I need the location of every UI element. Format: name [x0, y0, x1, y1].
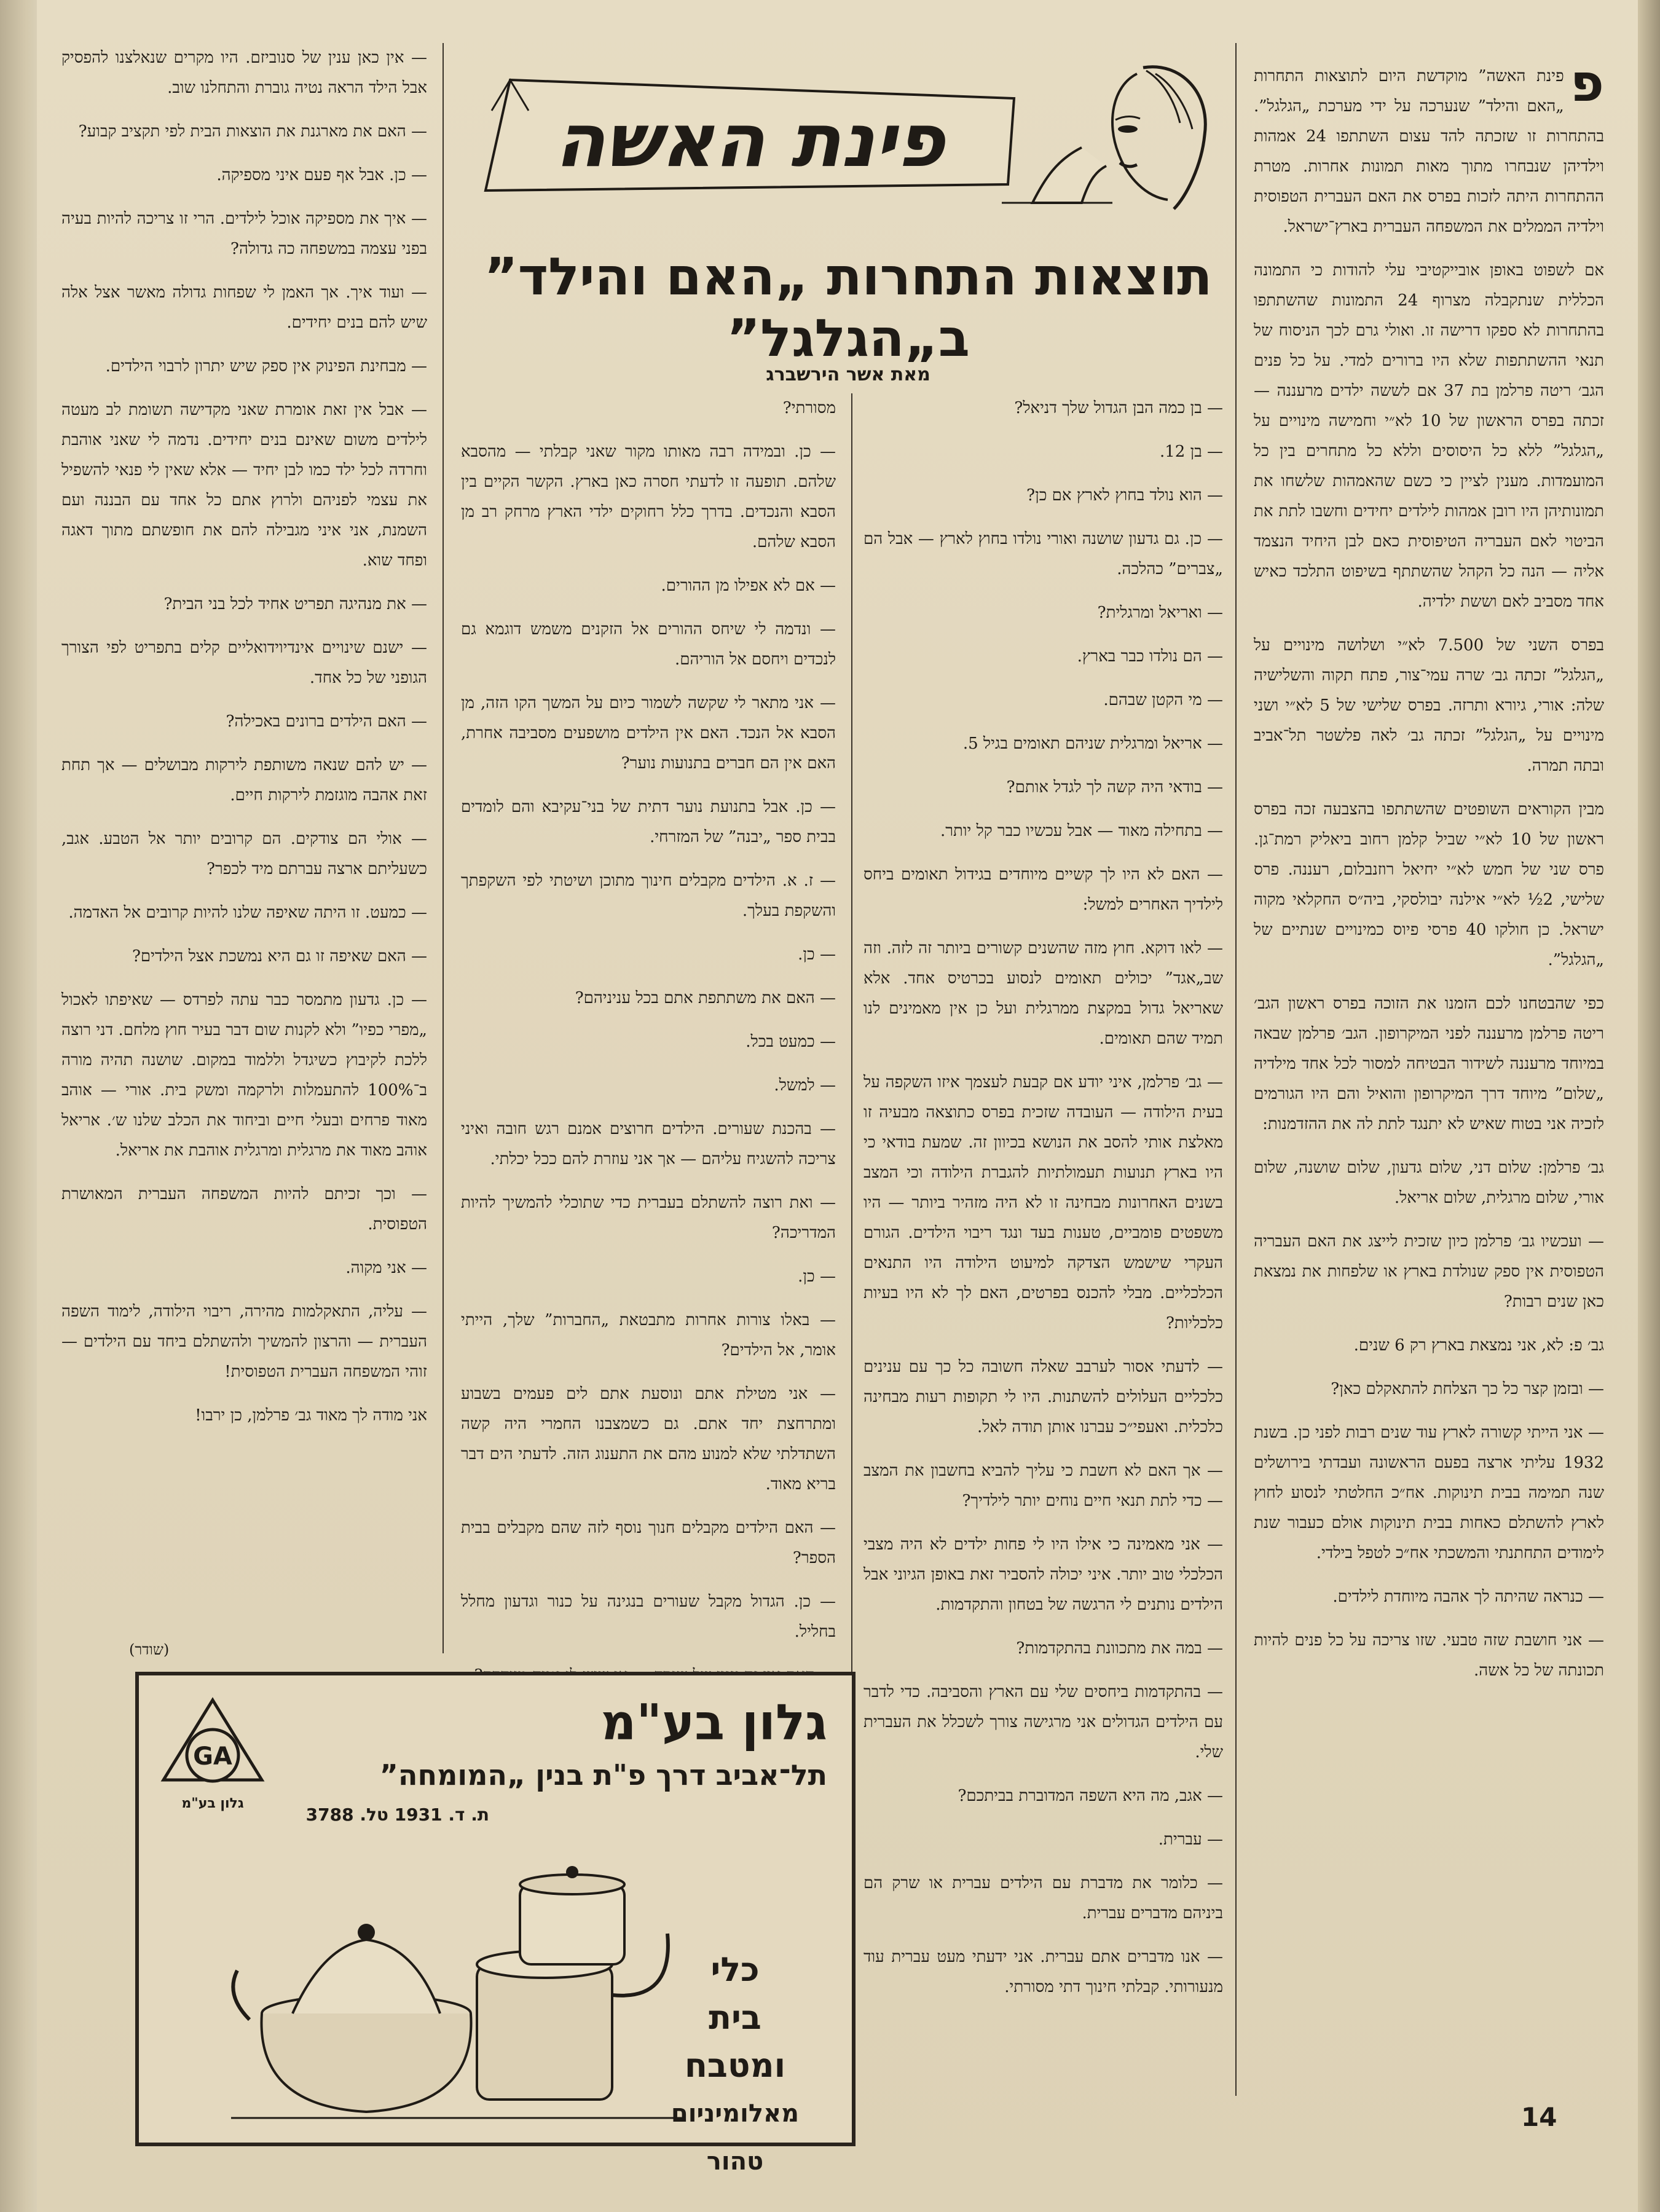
woman-illustration: [989, 55, 1217, 221]
headline-line-2: ב„הגלגל”: [726, 308, 970, 368]
paragraph: — את מנהיגה תפריט אחיד לכל בני הבית?: [163, 595, 427, 613]
paragraph: — עברית.: [1158, 1830, 1223, 1849]
headline-line-1: תוצאות התחרות „האם והילד”: [484, 246, 1213, 307]
paragraph: — אם לא אפילו מן ההורים.: [661, 577, 836, 595]
paragraph: — כן. הגדול מקבל שעורים בנגינה על כנור וגדעון מחלל בחליל.: [461, 1592, 836, 1641]
column-left: [61, 43, 427, 1641]
paragraph: — למשל.: [774, 1076, 836, 1095]
paragraph: — אני חושבת שזה טבעי. שזו צריכה על כל פנים להיות תכונתה של כל אשה.: [1254, 1631, 1604, 1680]
paragraph: — כן. אבל בתנועת נוער דתית של בני־עקיבא והם לומדים בבית ספר „יבנה” של המזרחי.: [461, 798, 836, 846]
magazine-page: [37, 0, 1638, 2212]
paragraph: בפרס השני של 7.500 לא״י ושלושה מינויים על „הגלגל” זכתה גב׳ שרה עמי־צור, פתח תקוה והשלישיה שלה: אורי, גיורא ותרזה. בפרס שלישי של 5 לא״י ושני מינויים על „הגלגל” זכתה גב׳ לאה פלשטר תל־אביב ובתה תמרה.: [1254, 636, 1605, 775]
paragraph: — ואת רוצה להשתלם בעברית כדי שתוכלי להמשיך להיות המדריכה?: [461, 1194, 836, 1242]
paragraph: כפי שהבטחנו לכם הזמנו את הזוכה בפרס ראשון הגב׳ ריטה פרלמן מרעננה לפני המיקרופון. הגב׳ פרלמן שבאה במיוחד מרעננה לשידור הבטיחה למסור לכל אחד מילדיה „שלום” מיוחד דרך המיקרופון והואיל והם היו הגורמים לזכיה אני בטוח שאיש לא יתנגד לתת לה את ההזדמנות:: [1254, 994, 1604, 1133]
paragraph: — כן. ובמידה רבה מאותו מקור שאני קבלתי — מהסבא שלהם. תופעה זו לדעתי חסרה כאן בארץ. הקשר הקיים בין הסבא והנכדים. בדרך כלל רחוקים ילדי הארץ מרחק רב מן הסבא שלהם.: [461, 443, 836, 551]
paragraph: — אנו מדברים אתם עברית. אני ידעתי מעט עברית עוד מנעורותי. קבלתי חינוך דתי מסורתי.: [863, 1948, 1223, 1996]
ad-products-line: ומטבח: [684, 2046, 786, 2085]
paragraph: מבין הקוראים השופטים שהשתתפו בהצבעה זכה בפרס ראשון של 10 לא״י שביל קלמן רחוב ביאליק רמת־גן. פרס שני של חמש לא״י יחיאל רוזנבלום, רעננה. פרס שלישי, 2½ לא״י אילנה יבולסקי, ביה״ס החקלאי מקוה ישראל. כן חולקו 40 פרסי פיוס כמינויים שנתיים של „הגלגל”.: [1254, 800, 1604, 969]
paragraph: — האם שאיפה זו גם היא נמשכת אצל הילדים?: [132, 947, 427, 966]
section-header: [455, 43, 1241, 215]
column-right: [1254, 53, 1605, 2090]
paragraph: — כן.: [798, 945, 836, 964]
paragraph: — אך האם לא חשבת כי עליך להביא בחשבון את המצב — כדי לתת תנאי חיים נוחים יותר לילדיך?: [863, 1462, 1223, 1510]
paragraph: — כלומר את מדברת עם הילדים עברית או שרק הם ביניהם מדברים עברית.: [863, 1874, 1223, 1923]
ad-address: תל־אביב דרך פ"ת בנין „המומחה”: [379, 1758, 827, 1792]
paragraph: — אולי הם צודקים. הם קרובים יותר אל הטבע. אגב, כשעליתם ארצה עברתם מיד לכפר?: [61, 830, 427, 878]
paragraph: — ונדמה לי שיחס ההורים אל הזקנים משמש דוגמא גם לנכדים ויחסם אל הוריהם.: [461, 620, 836, 669]
ad-logo-caption: גלון בע"מ: [181, 1796, 244, 1811]
paragraph: — האם הילדים ברונים באכילה?: [226, 712, 427, 731]
paragraph: — כמעט בכל.: [745, 1033, 836, 1051]
paragraph: — יש להם שנאה משותפת לירקות מבושלים — אך תחת זאת אהבה מוגזמת לירקות חיים.: [61, 756, 427, 805]
paragraph: — עליה, התאקלמות מהירה, ריבוי הילודה, לימוד השפה העברית — והרצון להמשיך ולהשתלם ביחד עם הילדים — זוהי המשפחה העברית הטפוסית!: [61, 1302, 427, 1381]
paragraph: — בן כמה הבן הגדול שלך דניאל?: [1014, 399, 1223, 417]
paragraph: — אני מקוה.: [345, 1259, 427, 1277]
paragraph: פ פינת האשה” מוקדשת היום לתוצאות התחרות „האם והילד” שנערכה על ידי מערכת „הגלגל”. בהתחרות זו שזכתה להד עצום השתתפו 24 אמהות וילדיהן שנבחרו מתוך מאות תמונות אחרות. מטרת ההתחרות היתה לזכות בפרס את האם העברית הטפוסית וילדיה הממלים את המשפחה העברית בארץ־ישראל.: [1254, 53, 1604, 236]
paragraph: — בתחילה מאוד — אבל עכשיו כבר קל יותר.: [940, 822, 1223, 840]
paragraph: אם לשפוט באופן אובייקטיבי עלי להודות כי התמונה הכללית שנתקבלה מצרוף 24 התמונות שהשתתפו בהתחרות לא ספקו דרישה זו. ואולי גרם לכך הניסוח של תנאי ההשתתפות שלא היו ברורים למדי. על כל פנים הגב׳ ריטה פרלמן בת 37 אם לששה ילדים מרעננה — זכתה בפרס הראשון של 10 לא״י וחמישה מינויים על „הגלגל” ללא כל היסוסים וללא כל מתחרים בין כל המועמדות. מענין לציין כי כשם שהאמהות שלשחו את תמונותיהן היו רובן אמהות לילדים יחידים וחשבו לתת את הביטוי לאם העבריה הטיפוסית כאם לבן היחיד הנצמד אליה — הנה כל הקהל שהשתתף בשיפוט התלכד כאיש אחד מסביב לאם וששת ילדיה.: [1254, 261, 1604, 611]
paragraph: — כן. אבל אף פעם איני מספיקה.: [216, 166, 427, 184]
broadcast-note: (שודר): [129, 1641, 170, 1658]
paragraph: אני מודה לך מאוד גב׳ פרלמן, כן ירבו!: [195, 1406, 427, 1425]
paragraph: — בהכנת שעורים. הילדים חרוצים אמנם רגש חובה ואיני צריכה להשגיח עליהם — אך אני עוזרת להם ככל יכלתי.: [461, 1120, 836, 1168]
paragraph: — ועכשיו גב׳ פרלמן כיון שזכית לייצג את האם העבריה הטפוסית אין ספק שנולדת בארץ או שלפחות את נמצאת כאן שנים רבות?: [1254, 1232, 1604, 1311]
drop-cap: פ: [1570, 53, 1604, 113]
paragraph: — אני הייתי קשורה לארץ עוד שנים רבות לפני כן. בשנת 1932 עליתי ארצה בפעם הראשונה ועבדתי בירושלים שנה תמימה בבית תינוקות. אח״כ החלטתי לנסוע לחוץ לארץ להשתלם כאחות בבית תינוקות אולם כעבור שנת לימודים התחתנתי והמשכתי אח״כ לטפל בילדי.: [1254, 1423, 1604, 1562]
paragraph: — האם הילדים מקבלים חנוך נוסף לזה שהם מקבלים בבית הספר?: [461, 1519, 836, 1567]
article-byline: מאת אשר הירשברג: [766, 364, 930, 385]
advertisement: [135, 1672, 856, 2176]
paragraph: — האם את מארגנת את הוצאות הבית לפי תקציב קבוע?: [78, 122, 427, 141]
paragraph: — אני מטילת אתם ונוסעת אתם לים פעמים בשבוע ומתרחצת יחד אתם. גם כשמצבנו החמרי היה קשה השתדלתי שלא למנוע מהם את התענוג הזה. לדעתי הים דבר בריא מאוד.: [461, 1385, 836, 1494]
paragraph: — לדעתי אסור לערבב שאלה חשובה כל כך עם ענינים כלכליים העלולים להשתנות. היו לי תקופות רעות מבחינה כלכלית. ואעפי״כ עברנו אותן תודה לאל.: [863, 1358, 1223, 1436]
binding-shadow: [0, 0, 37, 2212]
ad-logo-text: GA: [193, 1742, 232, 1771]
ad-products-line: כלי: [710, 1950, 760, 1989]
paragraph: — אני מתאר לי שקשה לשמור כיום על המשך הקו הזה, מן הסבא אל הנכד. האם אין הילדים מושפעים מסביבה אחרת, האם אין הם חברים בתנועות נוער?: [461, 694, 836, 773]
paragraph: — בודאי היה קשה לך לגדל אותם?: [1006, 778, 1223, 797]
paragraph: — וכך זכיתם להיות המשפחה העברית המאושרת הטפוסית.: [61, 1185, 427, 1234]
paragraph: — מבחינת הפינוק אין ספק שיש יתרון לרבוי הילדים.: [105, 357, 427, 376]
page-edge: [1638, 0, 1660, 2212]
column-rule: [1235, 43, 1237, 2096]
paragraph: — אגב, מה היא השפה המדוברת בביתכם?: [958, 1787, 1223, 1805]
paragraph: — אני מאמינה כי אילו היו לי פחות ילדים לא היה מצבי הכלכלי טוב יותר. איני יכולה להסביר זאת באופן הגיוני אבל הילדים נותנים לי הרגשה של בטחון והתקדמות.: [863, 1535, 1223, 1614]
ad-products: [643, 1946, 827, 2186]
paragraph: — הוא נולד בחוץ לארץ אם כן?: [1026, 486, 1223, 505]
paragraph: — ישנם שינויים אינדיוידואליים קלים בתפריט לפי הצורך הגופני של כל אחד.: [61, 639, 427, 687]
paragraph: — אבל אין זאת אומרת שאני מקדישה תשומת לב מעטה לילדים משום שאינם בנים יחידים. נדמה לי שאני אוהבת וחרדה לכל ילד כמו לבן יחיד — אלא שאין לי פנאי להשפיל את עצמי לפניהם ולרוץ אתם כל אחד עם הבננה ועם השמנת, אני איני מגבילה להם את חופשתם מתוך דאגה ופחד שוא.: [61, 401, 427, 570]
column-center-left: [461, 393, 836, 1659]
paragraph: גב׳ פ: לא, אני נמצאת בארץ רק 6 שנים.: [1353, 1336, 1604, 1355]
paragraph: — ואריאל ומרגלית?: [1097, 604, 1223, 622]
page-number: 14: [1521, 2102, 1557, 2132]
paragraph: — כמעט. זו היתה שאיפה שלנו להיות קרובים אל האדמה.: [68, 903, 427, 922]
section-title-banner: [473, 74, 1026, 197]
paragraph: — ועוד איך. אך האמן לי שפחות גדולה מאשר אצל אלה שיש להם בנים יחידים.: [61, 283, 427, 332]
paragraph: — איך את מספיקה אוכל לילדים. הרי זו צריכה להיות בעיה בפני עצמה במשפחה כה גדולה?: [61, 210, 427, 258]
paragraph: — כנראה שהיתה לך אהבה מיוחדת לילדים.: [1332, 1588, 1604, 1606]
article-headline: [473, 246, 1223, 369]
paragraph: — במה את מתכוונת בהתקדמות?: [1016, 1639, 1223, 1658]
paragraph: — באלו צורות אחרות מתבטאת „החברות” שלך, הייתי אומר, אל הילדים?: [461, 1311, 836, 1360]
ad-phone: ת. ד. 1931 טל. 3788: [305, 1805, 489, 1825]
ad-logo: [157, 1694, 268, 1829]
paragraph: — כן.: [798, 1267, 836, 1286]
paragraph: — לאו דוקא. חוץ מזה שהשנים קשורים ביותר זה לזה. וזה שב„אגד” יכולים תאומים לנסוע בכרטיס אחד. אלא שאריאל גדול במקצת ממרגלית ועל כן אין מאמינים לנו תמיד שהם תאומים.: [863, 939, 1223, 1048]
column-center-right: [863, 393, 1223, 2096]
paragraph: — בהתקדמות ביחסים שלי עם הארץ והסביבה. כדי לדבר עם הילדים הגדולים אני מרגישה צורך לשכלל את העברית שלי.: [863, 1683, 1223, 1761]
banner-frame: [473, 74, 1026, 197]
ad-products-line: מאלומיניום טהור: [671, 2100, 800, 2176]
ad-products-line: בית: [709, 1998, 761, 2037]
paragraph: גב׳ פרלמן: שלום דני, שלום גדעון, שלום שושנה, שלום אורי, שלום מרגלית, שלום אריאל.: [1254, 1159, 1604, 1207]
ad-company-name: גלון בע"מ: [600, 1694, 827, 1751]
paragraph: — האם את משתתפת אתם בכל עניניהם?: [575, 989, 836, 1007]
section-title: פינת האשה: [554, 98, 945, 184]
paragraph: — אריאל ומרגלית שניהם תאומים בגיל 5.: [962, 734, 1223, 753]
paragraph: — מי הקטן שבהם.: [1103, 691, 1223, 709]
paragraph: — גב׳ פרלמן, איני יודע אם קבעת לעצמך איזו השקפה על בעית הילודה — העובדה שזכית בפרס כתוצאה מבעיה זו מאלצת אותי להסב את הנושא בכיוון זה. שמעת בודאי כי היו בארץ תנועות תעמולתיות להגברת הילודה וכי המצב בשנים האחרונות מבחינה זו לא היה מזהיר ביותר — היו משפטים פומביים, טענות בעד ונגד ריבוי הילדים. הגורם העקרי שישמש הצדקה למיעוט הילודה היו התנאים הכלכליים. מבלי להכנס בפרטים, האם לך לא היו בעיות כלכליות?: [863, 1073, 1223, 1332]
column-rule: [443, 43, 444, 1653]
paragraph: — הם נולדו כבר בארץ.: [1077, 647, 1223, 666]
paragraph: — כן. גדעון מתמסר כבר עתה לפרדס — שאיפתו לאכול „מפרי כפיו” ולא לקנות שום דבר בעיר חוץ מלחם. דני רוצה ללכת לקיבוץ כשיגדל וללמוד במקום. שושנה תהיה מורה ב־100% להתעמלות ולרקמה ומשק בית. אורי — אוהב מאוד פרחים ובעלי חיים וביחוד את הכלב שלנו ש׳. אריאל אוהב מאוד את מרגלית ומרגלית אוהבת את אריאל.: [61, 991, 427, 1160]
paragraph: — אין כאן ענין של סנוביזם. היו מקרים שנאלצנו להפסיק אבל הילד הראה נטיה גוברת והתחלנו שוב.: [61, 49, 427, 97]
paragraph: — כן. גם גדעון שושנה ואורי נולדו בחוץ לארץ — אבל הם „צברים” כהלכה.: [863, 530, 1223, 578]
paragraph: — ובזמן קצר כל כך הצלחת להתאקלם כאן?: [1331, 1380, 1604, 1398]
paragraph: — בן 12.: [1159, 443, 1223, 461]
paragraph: — ז. א. הילדים מקבלים חינוך מתוכן ושיטתי לפי השקפתך והשקפת בעלך.: [461, 872, 836, 920]
paragraph: — האם לא היו לך קשיים מיוחדים בגידול תאומים ביחס לילדיך האחרים למשל:: [863, 865, 1223, 914]
paragraph: מסורתי?: [782, 399, 836, 417]
cookware-illustration: [231, 1860, 686, 2130]
